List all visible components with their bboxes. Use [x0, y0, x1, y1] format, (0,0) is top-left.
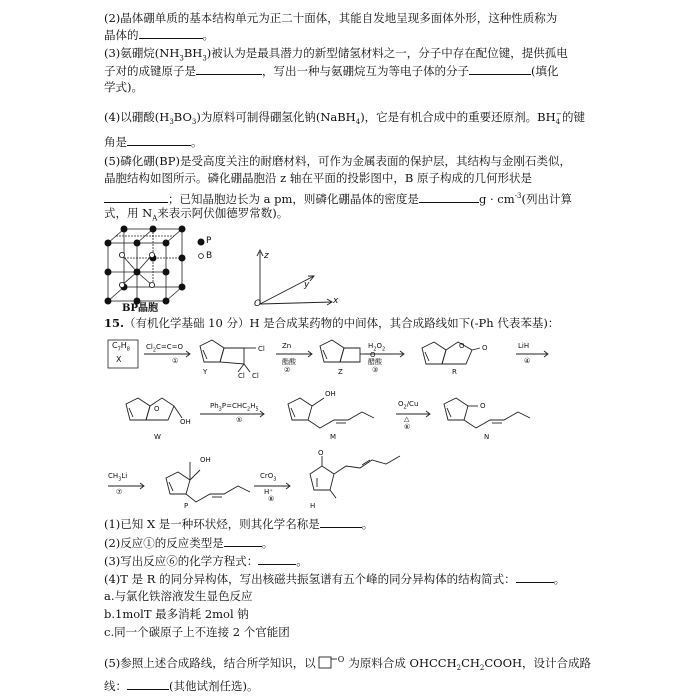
reagent-1: $Cl_2C=C=O$ — [146, 343, 184, 354]
reagent-8-condition: H⁺ — [264, 488, 273, 496]
answer-blank — [139, 27, 203, 39]
reagent-3: $H_2O_2$ — [368, 342, 386, 353]
label-N: N — [484, 433, 490, 441]
q15-sub1: (1)已知 X 是一种环状烃，则其化学名称是 。 — [104, 517, 374, 531]
n-oxygen: O — [480, 402, 486, 410]
q15-sub5-line2: 线： (其他试剂任选)。 — [104, 679, 259, 693]
h-oxygen: O — [318, 449, 324, 457]
p-oh: OH — [200, 456, 211, 464]
start-formula: $C_7H_8$ — [112, 341, 130, 353]
step-8-number: ⑧ — [268, 495, 275, 503]
q14-part3-line3: 学式)。 — [104, 80, 143, 94]
step-1-number: ① — [172, 357, 179, 365]
axis-y-label: y — [304, 280, 310, 290]
reagent-7: $CH_3Li$ — [108, 472, 128, 483]
answer-blank — [196, 63, 262, 75]
w-oh: OH — [180, 418, 191, 426]
label-M: M — [330, 433, 337, 441]
reagent-5: $Ph_3P=CHC_2H_5$ — [210, 402, 259, 413]
q14-part5-line3: ；已知晶胞边长为 a pm，则磷化硼晶体的密度是 $g \cdot cm^{-3}$(列出计算 — [104, 189, 572, 206]
reagent-4: LiH — [518, 342, 530, 350]
label-P: P — [184, 502, 189, 510]
answer-blank — [516, 571, 554, 583]
q15-sub4: (4)T 是 R 的同分异构体，写出核磁共振氢谱有五个峰的同分异构体的结构简式： 。 — [104, 572, 566, 586]
q14-part3-line2: 子对的成键原子是 ，写出一种与氨硼烷互为等电子体的分子 (填化 — [104, 64, 559, 78]
q15-sub4-option-c: c.同一个碳原子上不连接 2 个官能团 — [104, 625, 290, 639]
answer-blank — [127, 678, 169, 690]
answer-blank — [320, 516, 362, 528]
reagent-2: Zn — [282, 342, 292, 350]
q14-part5-line2: 晶胞结构如图所示。磷化硼晶胞沿 z 轴在平面的投影图中，B 原子构成的几何形状是 — [104, 171, 532, 185]
label-Z: Z — [338, 368, 343, 376]
q15-sub4-option-b: b.1molT 最多消耗 2mol 钠 — [104, 607, 249, 621]
answer-blank — [469, 63, 531, 75]
q14-part4-line2: 角是 。 — [104, 135, 203, 149]
figure-caption: BP晶胞 — [122, 303, 158, 314]
axis-x-label: x — [333, 296, 339, 306]
q14-part5-line1: (5)磷化硼(BP)是受高度关注的耐磨材料，可作为金属表面的保护层，其结构与金刚石类似， — [104, 154, 571, 168]
reagent-2-solvent: 酯酸 — [282, 358, 296, 366]
step-7-number: ⑦ — [116, 488, 123, 496]
w-ring-oxygen: O — [154, 405, 160, 413]
answer-blank — [224, 535, 262, 547]
label-R: R — [452, 368, 457, 376]
y-cl-2: Cl — [238, 372, 245, 380]
z-oxygen: O — [370, 351, 376, 359]
step-6-number: ⑥ — [404, 423, 411, 431]
q14-part4-line1: (4)以硼酸$(H_3BO_3)$为原料可制得硼氢化钠(NaBH$_4$)，它是有机合成中的重要还原剂。$BH_4^-$的键 — [104, 109, 585, 127]
m-oh: OH — [325, 390, 336, 398]
legend-p-label: P — [206, 236, 212, 246]
q14-part3-line1: (3)氨硼烷$(NH_3BH_3)$被认为是最具潜力的新型储氢材料之一，分子中存在配位键，提供孤电 — [104, 46, 568, 63]
reagent-8: CrO$_3$ — [260, 472, 277, 483]
q14-part2-line1: (2)晶体硼单质的基本结构单元为正二十面体，其能自发地呈现多面体外形，这种性质称为 — [104, 11, 558, 25]
q14-part5-line4: 式，用 $N_A$来表示阿伏伽德罗常数)。 — [104, 206, 289, 223]
answer-blank — [258, 553, 296, 565]
q15-sub4-option-a: a.与氯化铁溶液发生显色反应 — [104, 589, 253, 603]
label-W: W — [154, 433, 161, 441]
step-5-number: ⑤ — [236, 416, 243, 424]
y-cl-1: Cl — [258, 345, 265, 353]
reagent-3-solvent: 醋酸 — [368, 358, 382, 366]
step-4-number: ④ — [524, 357, 531, 365]
reagent-6: $O_2/Cu$ — [398, 400, 419, 411]
label-H: H — [310, 502, 316, 510]
q15-sub3: (3)写出反应⑥的化学方程式： 。 — [104, 554, 308, 568]
answer-blank — [419, 191, 479, 203]
answer-blank — [104, 191, 168, 203]
step-3-number: ③ — [372, 366, 379, 374]
answer-blank — [127, 134, 191, 146]
r-ring-oxygen: O — [459, 342, 465, 350]
y-cl-3: Cl — [252, 372, 259, 380]
legend-b-label: B — [206, 251, 213, 261]
label-Y: Y — [203, 368, 208, 376]
r-carbonyl-oxygen: O — [482, 344, 488, 352]
q15-sub5-line1: (5)参照上述合成路线，结合所学知识，以 $^O$ 为原料合成 $OHCCH_2CH_2COOH$，设计合成路 — [104, 655, 592, 673]
step-2-number: ② — [284, 366, 291, 374]
q15-title: 15.（有机化学基础 10 分）H 是合成某药物的中间体，其合成路线如下(-Ph 代表苯基)： — [104, 316, 560, 330]
q15-sub2: (2)反应①的反应类型是 。 — [104, 536, 274, 550]
reagent-6-condition: △ — [404, 415, 410, 423]
label-X: X — [116, 355, 122, 364]
axis-z-label: z — [264, 251, 269, 261]
axis-origin-label: O — [254, 299, 262, 309]
q14-part2-line2: 晶体的 。 — [104, 28, 214, 42]
